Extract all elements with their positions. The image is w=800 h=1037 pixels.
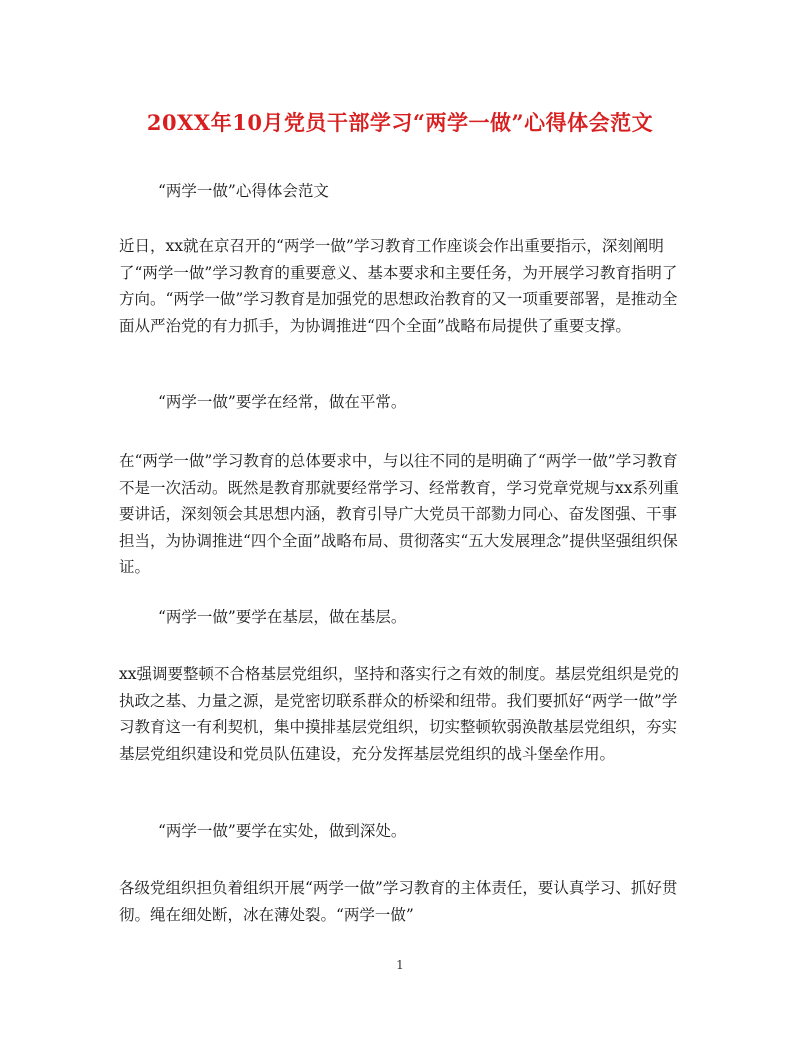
document-title: 20XX年10月党员干部学习“两学一做”心得体会范文 xyxy=(146,110,654,135)
paragraph-1: 近日，xx就在京召开的“两学一做”学习教育工作座谈会作出重要指示，深刻阐明了“两学一做”学习教育的重要意义、基本要求和主要任务，为开展学习教育指明了方向。“两学一做”学习教育是加强党的思想政治教育的又一项重要部署，是推动全面从严治党的有力抓手，为协调推进“四个全面”战略布局提供了重要支撑。 xyxy=(119,237,678,335)
page-number: 1 xyxy=(396,958,404,972)
section-heading-3: “两学一做”要学在实处，做到深处。 xyxy=(158,822,407,840)
paragraph-2: 在“两学一做”学习教育的总体要求中，与以往不同的是明确了“两学一做”学习教育不是一次活动。既然是教育那就要经常学习、经常教育，学习党章党规与xx系列重要讲话，深刻领会其思想内涵，教育引导广大党员干部勠力同心、奋发图强、干事担当，为协调推进“四个全面”战略布局、贯彻落实“五大发展理念”提供坚强组织保证。 xyxy=(119,452,679,576)
paragraph-3: xx强调要整顿不合格基层党组织，坚持和落实行之有效的制度。基层党组织是党的执政之基、力量之源，是党密切联系群众的桥梁和纽带。我们要抓好“两学一做”学习教育这一有利契机，集中摸排基层党组织，切实整顿软弱涣散基层党组织，夯实基层党组织建设和党员队伍建设，充分发挥基层党组织的战斗堡垒作用。 xyxy=(119,665,679,763)
paragraph-4: 各级党组织担负着组织开展“两学一做”学习教育的主体责任，要认真学习、抓好贯彻。绳在细处断，冰在薄处裂。“两学一做” xyxy=(119,879,678,924)
document-subtitle: “两学一做”心得体会范文 xyxy=(158,182,329,200)
section-heading-2: “两学一做”要学在基层，做在基层。 xyxy=(158,608,407,626)
section-heading-1: “两学一做”要学在经常，做在平常。 xyxy=(158,393,407,411)
